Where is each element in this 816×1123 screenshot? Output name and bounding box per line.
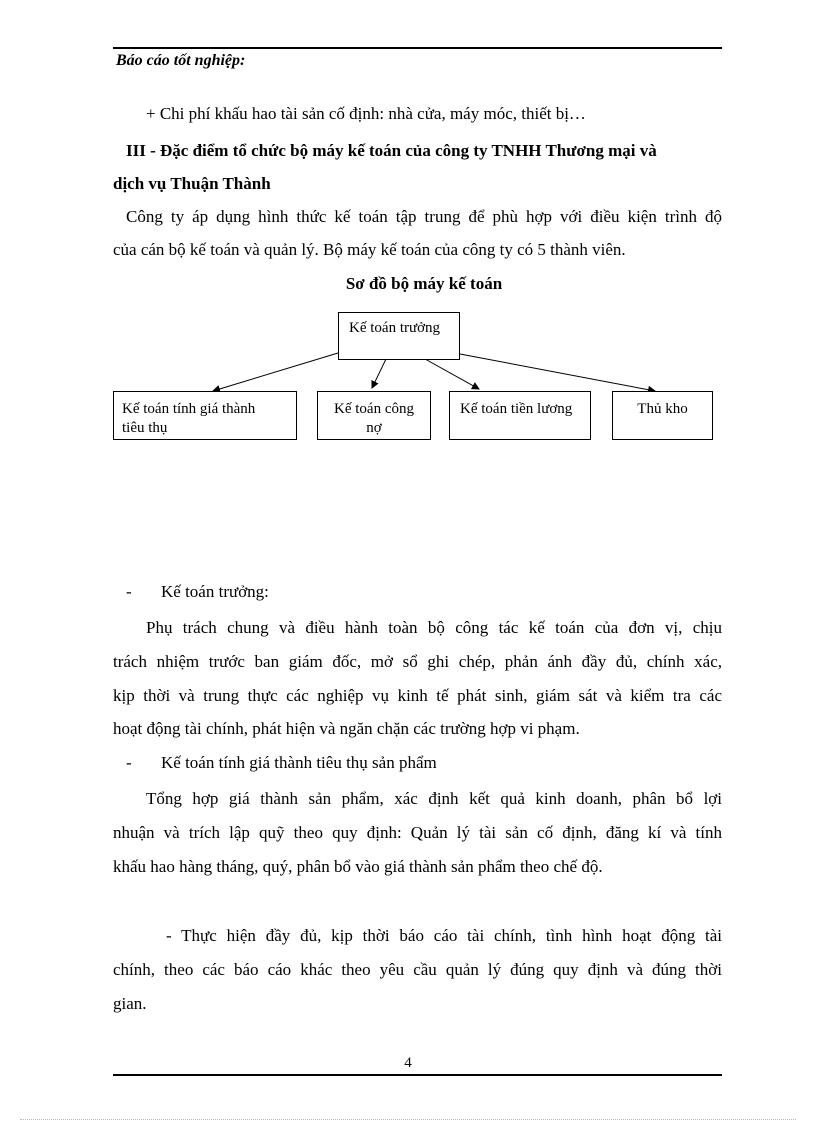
extra-line3: gian. <box>113 994 147 1013</box>
role-1-line4: hoạt động tài chính, phát hiện và ngăn chặn các trường hợp vi phạm. <box>113 719 580 738</box>
connector-arrow-2 <box>372 359 386 388</box>
section-para-line1: Công ty áp dụng hình thức kế toán tập trung để phù hợp với điều kiện trình độ <box>126 207 722 226</box>
section-heading-line2: dịch vụ Thuận Thành <box>113 174 271 193</box>
role-2-line1: Tổng hợp giá thành sản phẩm, xác định kết quả kinh doanh, phân bổ lợi <box>146 789 722 808</box>
header-rule <box>113 47 722 49</box>
footer-rule <box>113 1074 722 1076</box>
page-number: 4 <box>404 1055 412 1071</box>
role-2-line3: khấu hao hàng tháng, quý, phân bổ vào giá thành sản phẩm theo chế độ. <box>113 857 603 876</box>
org-node-child-3 <box>449 391 591 440</box>
org-node-root <box>338 312 460 360</box>
org-node-child-2 <box>317 391 431 440</box>
diagram-title: Sơ đồ bộ máy kế toán <box>345 274 503 293</box>
org-node-child-1 <box>113 391 297 440</box>
page-edge-dotted-line <box>20 1119 796 1120</box>
role-1-line3: kịp thời và trung thực các nghiệp vụ kinh tế phát sinh, giám sát và kiểm tra các <box>113 686 722 705</box>
role-1-line1: Phụ trách chung và điều hành toàn bộ công tác kế toán của đơn vị, chịu <box>146 618 722 637</box>
section-heading-line1: III - Đặc điểm tổ chức bộ máy kế toán của công ty TNHH Thương mại và <box>126 141 657 160</box>
role-2-title: Kế toán tính giá thành tiêu thụ sản phẩm <box>161 753 437 772</box>
org-node-child-2-line1: Kế toán công <box>334 401 414 417</box>
org-node-child-4-line1: Thủ kho <box>637 401 688 417</box>
org-node-child-1-line2: tiêu thụ <box>122 420 168 436</box>
org-node-child-2-line2: nợ <box>366 420 382 436</box>
org-node-child-1-line1: Kế toán tính giá thành <box>122 401 256 417</box>
section-para-line2: của cán bộ kế toán và quản lý. Bộ máy kế toán của công ty có 5 thành viên. <box>113 240 626 259</box>
header-title: Báo cáo tốt nghiệp: <box>116 52 246 69</box>
org-node-root-label: Kế toán trưởng <box>349 320 441 336</box>
connector-arrow-3 <box>425 359 479 389</box>
role-1-line2: trách nhiệm trước ban giám đốc, mở sổ ghi chép, phản ánh đầy đủ, chính xác, <box>113 652 722 671</box>
intro-item: + Chi phí khấu hao tài sản cố định: nhà cửa, máy móc, thiết bị… <box>146 104 586 123</box>
role-2-line2: nhuận và trích lập quỹ theo quy định: Quản lý tài sản cố định, đăng kí và tính <box>113 823 722 842</box>
org-node-child-3-line1: Kế toán tiền lương <box>460 401 573 417</box>
role-2-bullet: - <box>126 753 132 772</box>
role-1-title: Kế toán trưởng: <box>161 582 269 601</box>
connector-arrow-1 <box>213 353 338 391</box>
role-1-bullet: - <box>126 582 132 601</box>
org-node-child-4 <box>612 391 713 440</box>
extra-line1: - Thực hiện đầy đủ, kịp thời báo cáo tài chính, tình hình hoạt động tài <box>166 926 722 945</box>
connector-arrow-4 <box>460 354 655 391</box>
extra-line2: chính, theo các báo cáo khác theo yêu cầu quản lý đúng quy định và đúng thời <box>113 960 722 979</box>
